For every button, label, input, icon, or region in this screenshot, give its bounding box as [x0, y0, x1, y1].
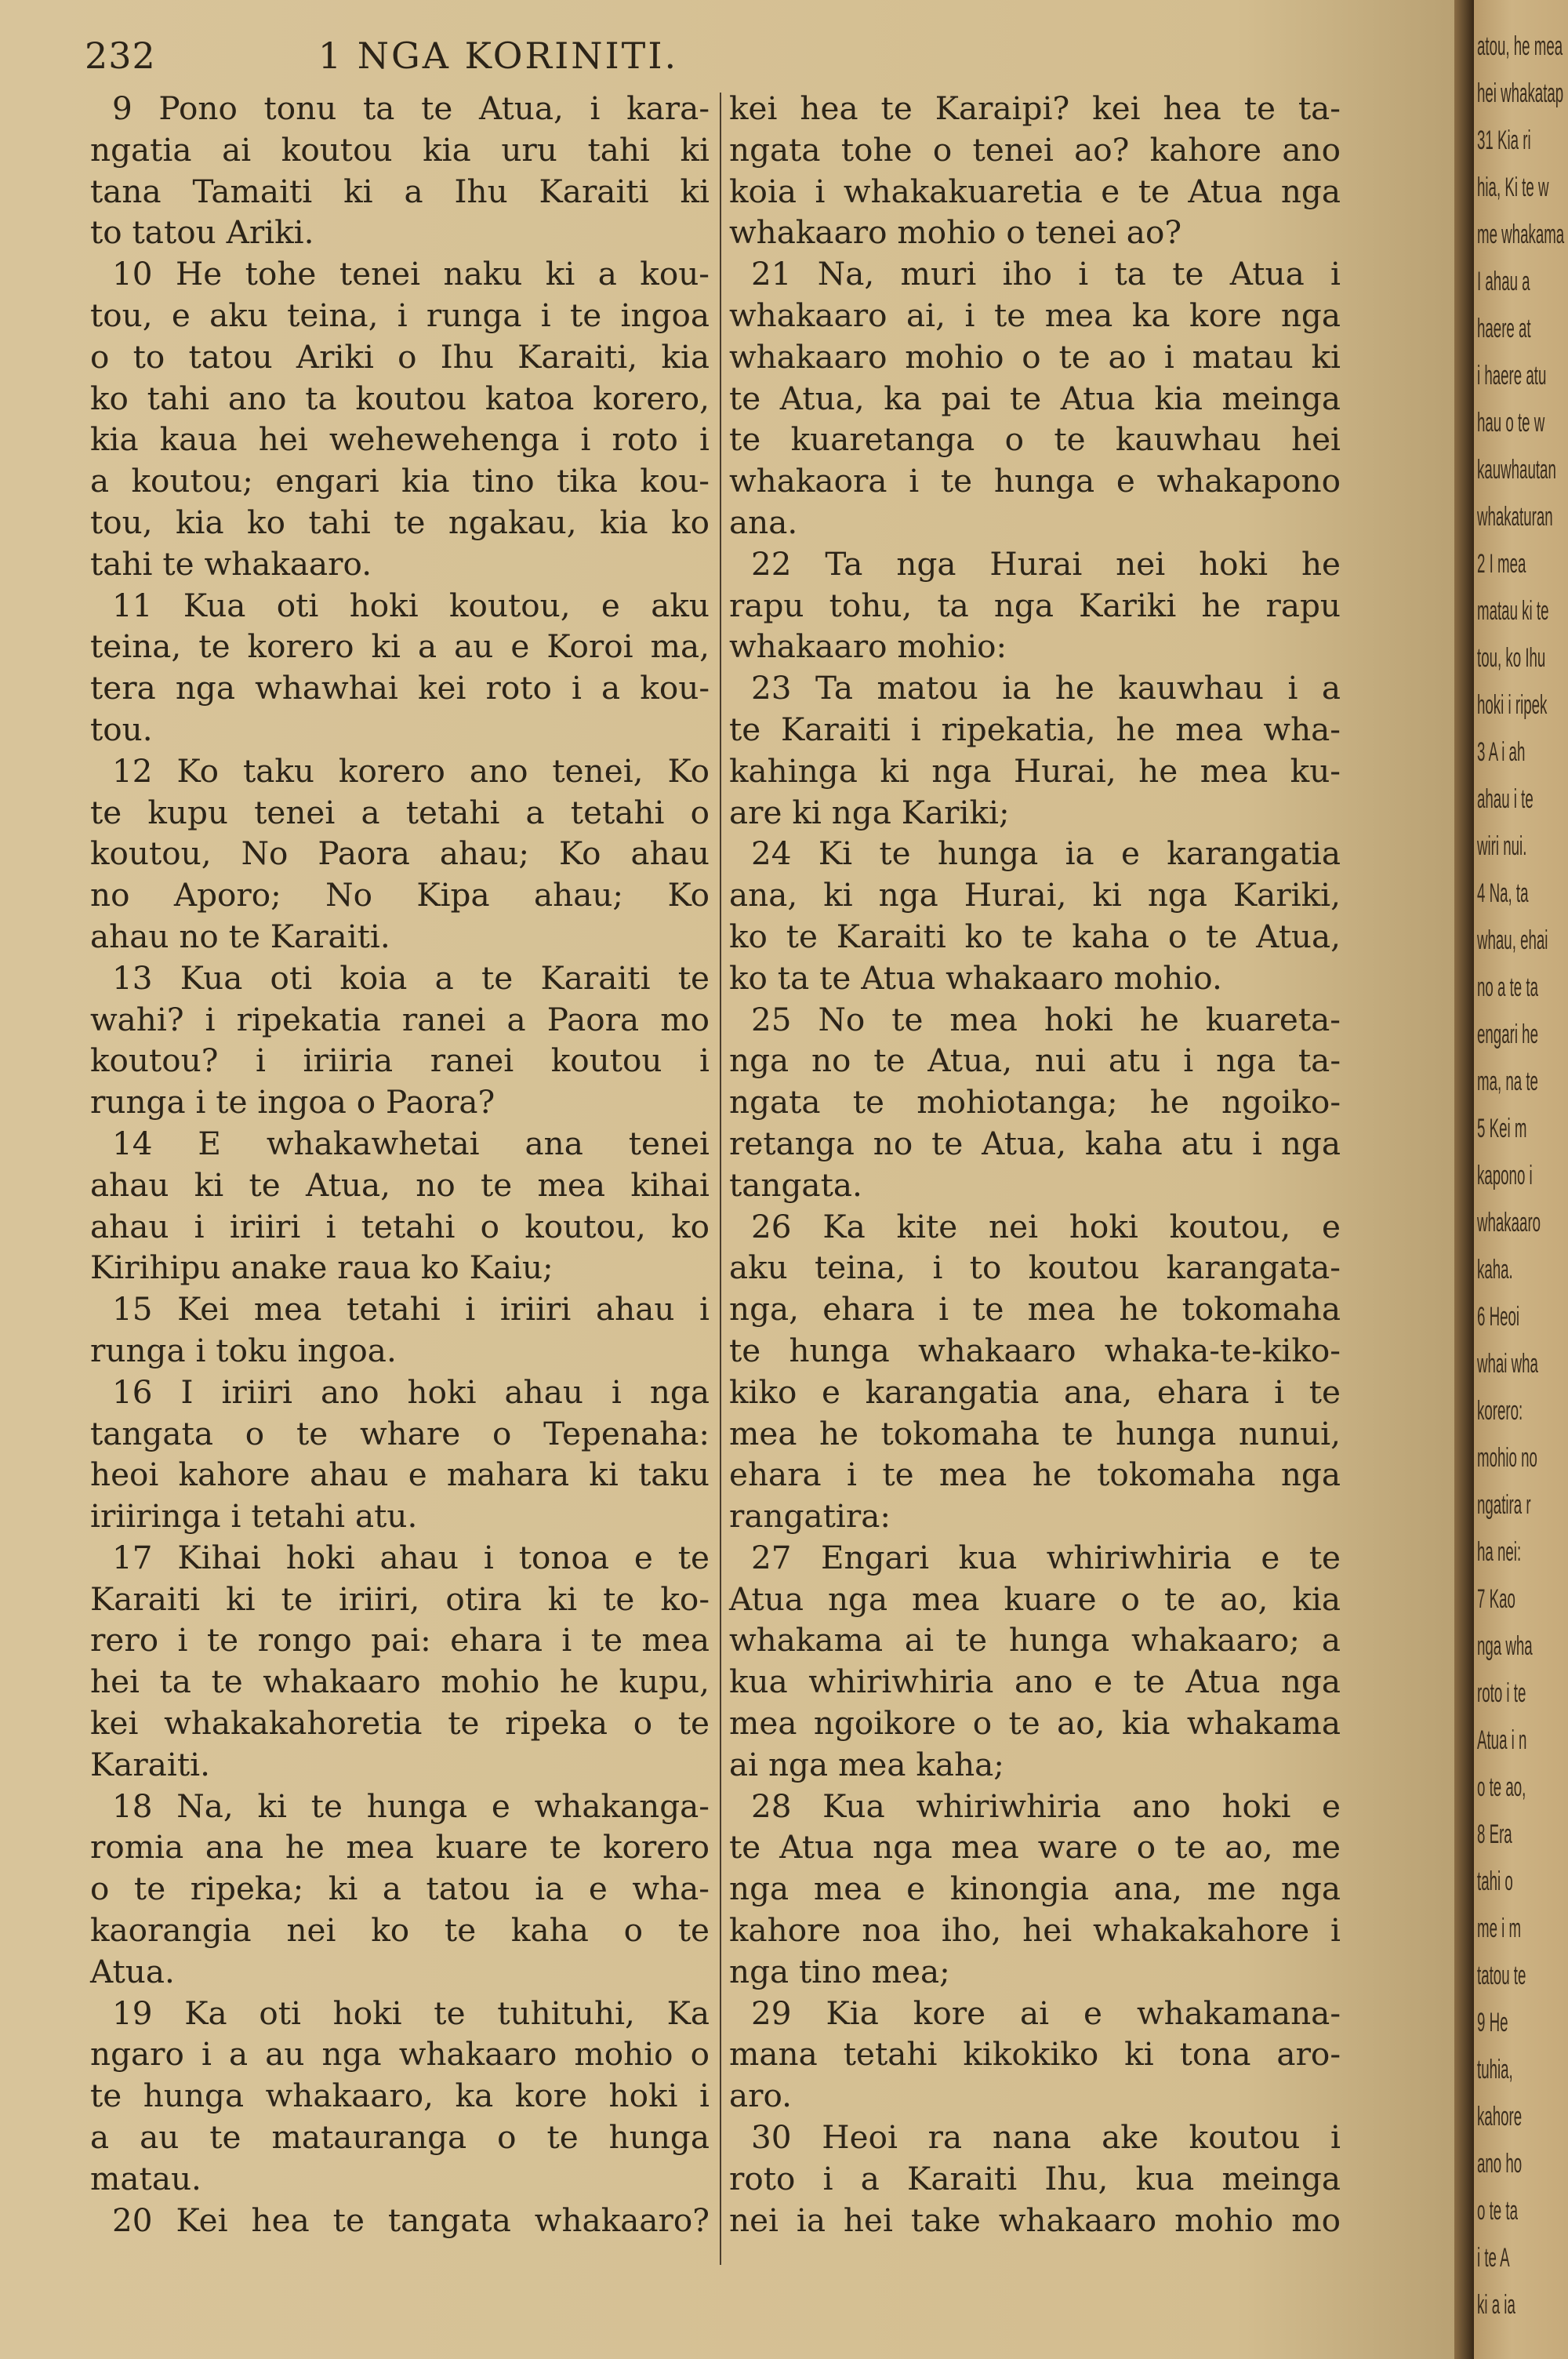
text-line: iriiringa i tetahi atu.	[90, 1497, 418, 1536]
facing-page-fragment: 7 Kao	[1477, 1584, 1515, 1614]
facing-page-fragment: 9 He	[1477, 2008, 1508, 2037]
text-line: Atua.	[90, 1952, 175, 1990]
facing-page-fragment: tatou te	[1477, 1961, 1526, 1990]
text-line: matau.	[90, 2159, 201, 2197]
facing-page-fragment: i haere atu	[1477, 361, 1547, 391]
text-line: kaorangia nei ko te kaha o te	[90, 1911, 710, 1950]
text-line: ahau i iriiri i tetahi o koutou, ko	[90, 1207, 710, 1245]
text-line: rero i te rongo pai: ehara i te mea	[90, 1621, 710, 1659]
text-line: whakaaro ai, i te mea ka kore nga	[729, 296, 1341, 334]
text-line: 27 Engari kua whiriwhiria e te	[751, 1538, 1341, 1576]
text-line: 13 Kua oti koia a te Karaiti te	[112, 958, 710, 997]
facing-page-fragment: ano ho	[1477, 2149, 1523, 2179]
text-line: kei whakakahoretia te ripeka o te	[90, 1704, 710, 1743]
text-line: kahore noa iho, hei whakakahore i	[729, 1911, 1341, 1950]
text-line: 24 Ki te hunga ia e karangatia	[751, 834, 1341, 873]
text-line: whakama ai te hunga whakaaro; a	[729, 1621, 1341, 1659]
facing-page-edge	[1474, 0, 1568, 2359]
text-line: no Aporo; No Kipa ahau; Ko	[90, 876, 710, 914]
text-line: koia i whakakuaretia e te Atua nga	[729, 172, 1341, 210]
text-line: kua whiriwhiria ano e te Atua nga	[729, 1663, 1341, 1701]
text-line: 29 Kia kore ai e whakamana-	[751, 1994, 1341, 2032]
text-line: tahi te whakaaro.	[90, 544, 372, 583]
text-line: to tatou Ariki.	[90, 213, 314, 252]
text-line: ko ta te Atua whakaaro mohio.	[729, 958, 1222, 997]
facing-page-fragment: ki a ia	[1477, 2290, 1515, 2320]
text-line: ngatia ai koutou kia uru tahi ki	[90, 130, 710, 169]
text-line: tou, e aku teina, i runga i te ingoa	[90, 296, 710, 334]
left-text-column	[90, 88, 710, 2241]
column-divider	[720, 93, 721, 2265]
text-line: 16 I iriiri ano hoki ahau i nga	[112, 1372, 710, 1411]
text-line: rangatira:	[729, 1497, 891, 1536]
text-line: 19 Ka oti hoki te tuhituhi, Ka	[112, 1994, 710, 2032]
text-line: te kuaretanga o te kauwhau hei	[729, 420, 1341, 459]
facing-page-fragment: hia, Ki te w	[1477, 173, 1549, 202]
facing-page-fragment: 31 Kia ri	[1477, 125, 1531, 155]
facing-page-fragment: ahau i te	[1477, 784, 1534, 814]
facing-page-fragment: kahore	[1477, 2102, 1523, 2132]
text-line: romia ana he mea kuare te korero	[90, 1828, 710, 1866]
text-line: teina, te korero ki a au e Koroi ma,	[90, 627, 710, 666]
text-line: ngaro i a au nga whakaaro mohio o	[90, 2035, 710, 2074]
text-line: are ki nga Kariki;	[729, 793, 1010, 831]
facing-page-fragment: Atua i n	[1477, 1725, 1527, 1755]
facing-page-fragment: wiri nui.	[1477, 831, 1527, 861]
text-line: 17 Kihai hoki ahau i tonoa e te	[112, 1538, 710, 1576]
facing-page-fragment: tou, ko Ihu	[1477, 643, 1546, 673]
facing-page-fragment: no a te ta	[1477, 972, 1538, 1002]
facing-page-fragment: hoki i ripek	[1477, 690, 1548, 720]
facing-page-fragment: 8 Era	[1477, 1819, 1512, 1849]
text-line: aku teina, i to koutou karangata-	[729, 1249, 1341, 1287]
text-line: wahi? i ripekatia ranei a Paora mo	[90, 1000, 710, 1038]
text-line: mana tetahi kikokiko ki tona aro-	[729, 2035, 1341, 2074]
facing-page-fragment: tuhia,	[1477, 2055, 1513, 2085]
text-line: whakaaro mohio o te ao i matau ki	[729, 337, 1341, 376]
text-line: 9 Pono tonu ta te Atua, i kara-	[112, 89, 710, 127]
text-line: mea ngoikore o te ao, kia whakama	[729, 1704, 1341, 1743]
text-line: kei hea te Karaipi? kei hea te ta-	[729, 89, 1341, 127]
text-line: te kupu tenei a tetahi a tetahi o	[90, 793, 710, 831]
facing-page-fragment: kauwhautan	[1477, 455, 1556, 485]
facing-page-fragment: mohio no	[1477, 1443, 1537, 1473]
text-line: tana Tamaiti ki a Ihu Karaiti ki	[90, 172, 710, 210]
text-line: aro.	[729, 2077, 793, 2115]
text-line: runga i toku ingoa.	[90, 1331, 397, 1369]
text-line: kia kaua hei wehewehenga i roto i	[90, 420, 710, 459]
text-line: heoi kahore ahau e mahara ki taku	[90, 1456, 710, 1494]
text-line: o to tatou Ariki o Ihu Karaiti, kia	[90, 337, 710, 376]
text-line: nei ia hei take whakaaro mohio mo	[729, 2201, 1341, 2239]
text-line: nga, ehara i te mea he tokomaha	[729, 1290, 1341, 1329]
text-line: 25 No te mea hoki he kuareta-	[751, 1000, 1341, 1038]
text-line: rapu tohu, ta nga Kariki he rapu	[729, 586, 1341, 624]
facing-page-fragment: o te ao,	[1477, 1772, 1526, 1802]
text-line: te hunga whakaaro whaka-te-kiko-	[729, 1331, 1341, 1369]
text-line: tangata o te whare o Tepenaha:	[90, 1414, 710, 1452]
text-line: koutou, No Paora ahau; Ko ahau	[90, 834, 710, 873]
running-header	[85, 35, 912, 82]
facing-page-fragment: kapono i	[1477, 1161, 1533, 1190]
text-line: retanga no te Atua, kaha atu i nga	[729, 1124, 1341, 1162]
facing-page-fragment: atou, he mea	[1477, 31, 1563, 61]
facing-page-fragment: 2 I mea	[1477, 549, 1526, 579]
facing-page-fragment: matau ki te	[1477, 596, 1549, 626]
facing-page-fragment: hei whakatap	[1477, 78, 1564, 108]
text-line: tou.	[90, 710, 153, 748]
text-line: whakaaro mohio:	[729, 627, 1007, 666]
facing-page-fragment: 5 Kei m	[1477, 1114, 1527, 1143]
text-line: ko te Karaiti ko te kaha o te Atua,	[729, 917, 1341, 955]
text-line: whakaora i te hunga e whakapono	[729, 462, 1341, 500]
facing-page-fragment: nga wha	[1477, 1631, 1533, 1661]
text-line: te hunga whakaaro, ka kore hoki i	[90, 2077, 710, 2115]
text-line: ehara i te mea he tokomaha nga	[729, 1456, 1341, 1494]
text-line: 18 Na, ki te hunga e whakanga-	[112, 1787, 710, 1825]
facing-page-fragment: haere at	[1477, 314, 1531, 343]
text-line: nga no te Atua, nui atu i nga ta-	[729, 1041, 1341, 1080]
text-line: hei ta te whakaaro mohio he kupu,	[90, 1663, 710, 1701]
text-line: te Atua nga mea ware o te ao, me	[729, 1828, 1341, 1866]
text-line: ngata te mohiotanga; he ngoiko-	[729, 1083, 1341, 1121]
text-line: tangata.	[729, 1165, 862, 1204]
text-line: Karaiti.	[90, 1745, 210, 1783]
facing-page-fragment: 4 Na, ta	[1477, 878, 1529, 908]
text-line: 28 Kua whiriwhiria ano hoki e	[751, 1787, 1341, 1825]
text-line: 26 Ka kite nei hoki koutou, e	[751, 1207, 1341, 1245]
facing-page-fragment: 3 A i ah	[1477, 737, 1526, 767]
facing-page-fragment: korero:	[1477, 1396, 1523, 1426]
text-line: 11 Kua oti hoki koutou, e aku	[112, 586, 710, 624]
text-line: kahinga ki nga Hurai, he mea ku-	[729, 751, 1341, 790]
text-line: 14 E whakawhetai ana tenei	[112, 1124, 710, 1162]
facing-page-fragment: i te A	[1477, 2243, 1510, 2273]
text-line: koutou? i iriiria ranei koutou i	[90, 1041, 710, 1080]
text-line: te Karaiti i ripekatia, he mea wha-	[729, 710, 1341, 748]
text-line: 30 Heoi ra nana ake koutou i	[751, 2118, 1341, 2157]
facing-page-fragment: kaha.	[1477, 1255, 1513, 1285]
text-line: 15 Kei mea tetahi i iriiri ahau i	[112, 1290, 710, 1329]
facing-page-fragment: tahi o	[1477, 1866, 1513, 1896]
facing-page-fragment: engari he	[1477, 1020, 1538, 1049]
facing-page-fragment: ma, na te	[1477, 1067, 1538, 1096]
facing-page-fragment: me i m	[1477, 1914, 1522, 1943]
text-line: a au te matauranga o te hunga	[90, 2118, 710, 2157]
text-line: nga tino mea;	[729, 1952, 950, 1990]
text-line: Karaiti ki te iriiri, otira ki te ko-	[90, 1579, 710, 1618]
text-line: 10 He tohe tenei naku ki a kou-	[112, 255, 710, 293]
text-line: ahau no te Karaiti.	[90, 917, 390, 955]
text-line: 23 Ta matou ia he kauwhau i a	[751, 669, 1341, 707]
text-line: 22 Ta nga Hurai nei hoki he	[751, 544, 1341, 583]
text-line: Kirihipu anake raua ko Kaiu;	[90, 1249, 554, 1287]
facing-page-fragment: 6 Heoi	[1477, 1302, 1520, 1332]
facing-page-fragment: whau, ehai	[1477, 925, 1548, 955]
facing-page-fragment: whakaaro	[1477, 1208, 1541, 1238]
text-line: roto i a Karaiti Ihu, kua meinga	[729, 2159, 1341, 2197]
facing-page-fragment: ngatira r	[1477, 1490, 1531, 1520]
text-line: kiko e karangatia ana, ehara i te	[729, 1372, 1341, 1411]
text-line: ai nga mea kaha;	[729, 1745, 1004, 1783]
right-text-column	[729, 88, 1341, 2241]
facing-page-fragment: whakaturan	[1477, 502, 1553, 532]
page-number: 232	[85, 35, 156, 77]
facing-page-fragment: I ahau a	[1477, 267, 1530, 296]
text-line: ahau ki te Atua, no te mea kihai	[90, 1165, 710, 1204]
text-line: Atua nga mea kuare o te ao, kia	[729, 1579, 1341, 1618]
text-line: a koutou; engari kia tino tika kou-	[90, 462, 710, 500]
facing-page-fragment: me whakama	[1477, 220, 1565, 249]
text-line: ana.	[729, 503, 798, 541]
text-line: whakaaro mohio o tenei ao?	[729, 213, 1182, 252]
text-line: runga i te ingoa o Paora?	[90, 1083, 495, 1121]
text-line: 21 Na, muri iho i ta te Atua i	[751, 255, 1341, 293]
facing-page-fragment: roto i te	[1477, 1678, 1526, 1708]
text-line: mea he tokomaha te hunga nunui,	[729, 1414, 1341, 1452]
text-line: nga mea e kinongia ana, me nga	[729, 1870, 1341, 1908]
facing-page-fragment: hau o te w	[1477, 408, 1545, 438]
text-line: 12 Ko taku korero ano tenei, Ko	[112, 751, 710, 790]
text-line: tou, kia ko tahi te ngakau, kia ko	[90, 503, 710, 541]
text-line: ko tahi ano ta koutou katoa korero,	[90, 379, 710, 417]
text-line: tera nga whawhai kei roto i a kou-	[90, 669, 710, 707]
facing-page-fragment: o te ta	[1477, 2196, 1518, 2226]
text-line: ngata tohe o tenei ao? kahore ano	[729, 130, 1341, 169]
facing-page-fragment: ha nei:	[1477, 1537, 1522, 1567]
text-line: te Atua, ka pai te Atua kia meinga	[729, 379, 1341, 417]
text-line: ana, ki nga Hurai, ki nga Kariki,	[729, 876, 1341, 914]
text-line: o te ripeka; ki a tatou ia e wha-	[90, 1870, 710, 1908]
text-line: 20 Kei hea te tangata whakaaro?	[112, 2201, 710, 2239]
book-title: 1 NGA KORINITI.	[318, 35, 679, 77]
facing-page-fragment: whai wha	[1477, 1349, 1538, 1379]
